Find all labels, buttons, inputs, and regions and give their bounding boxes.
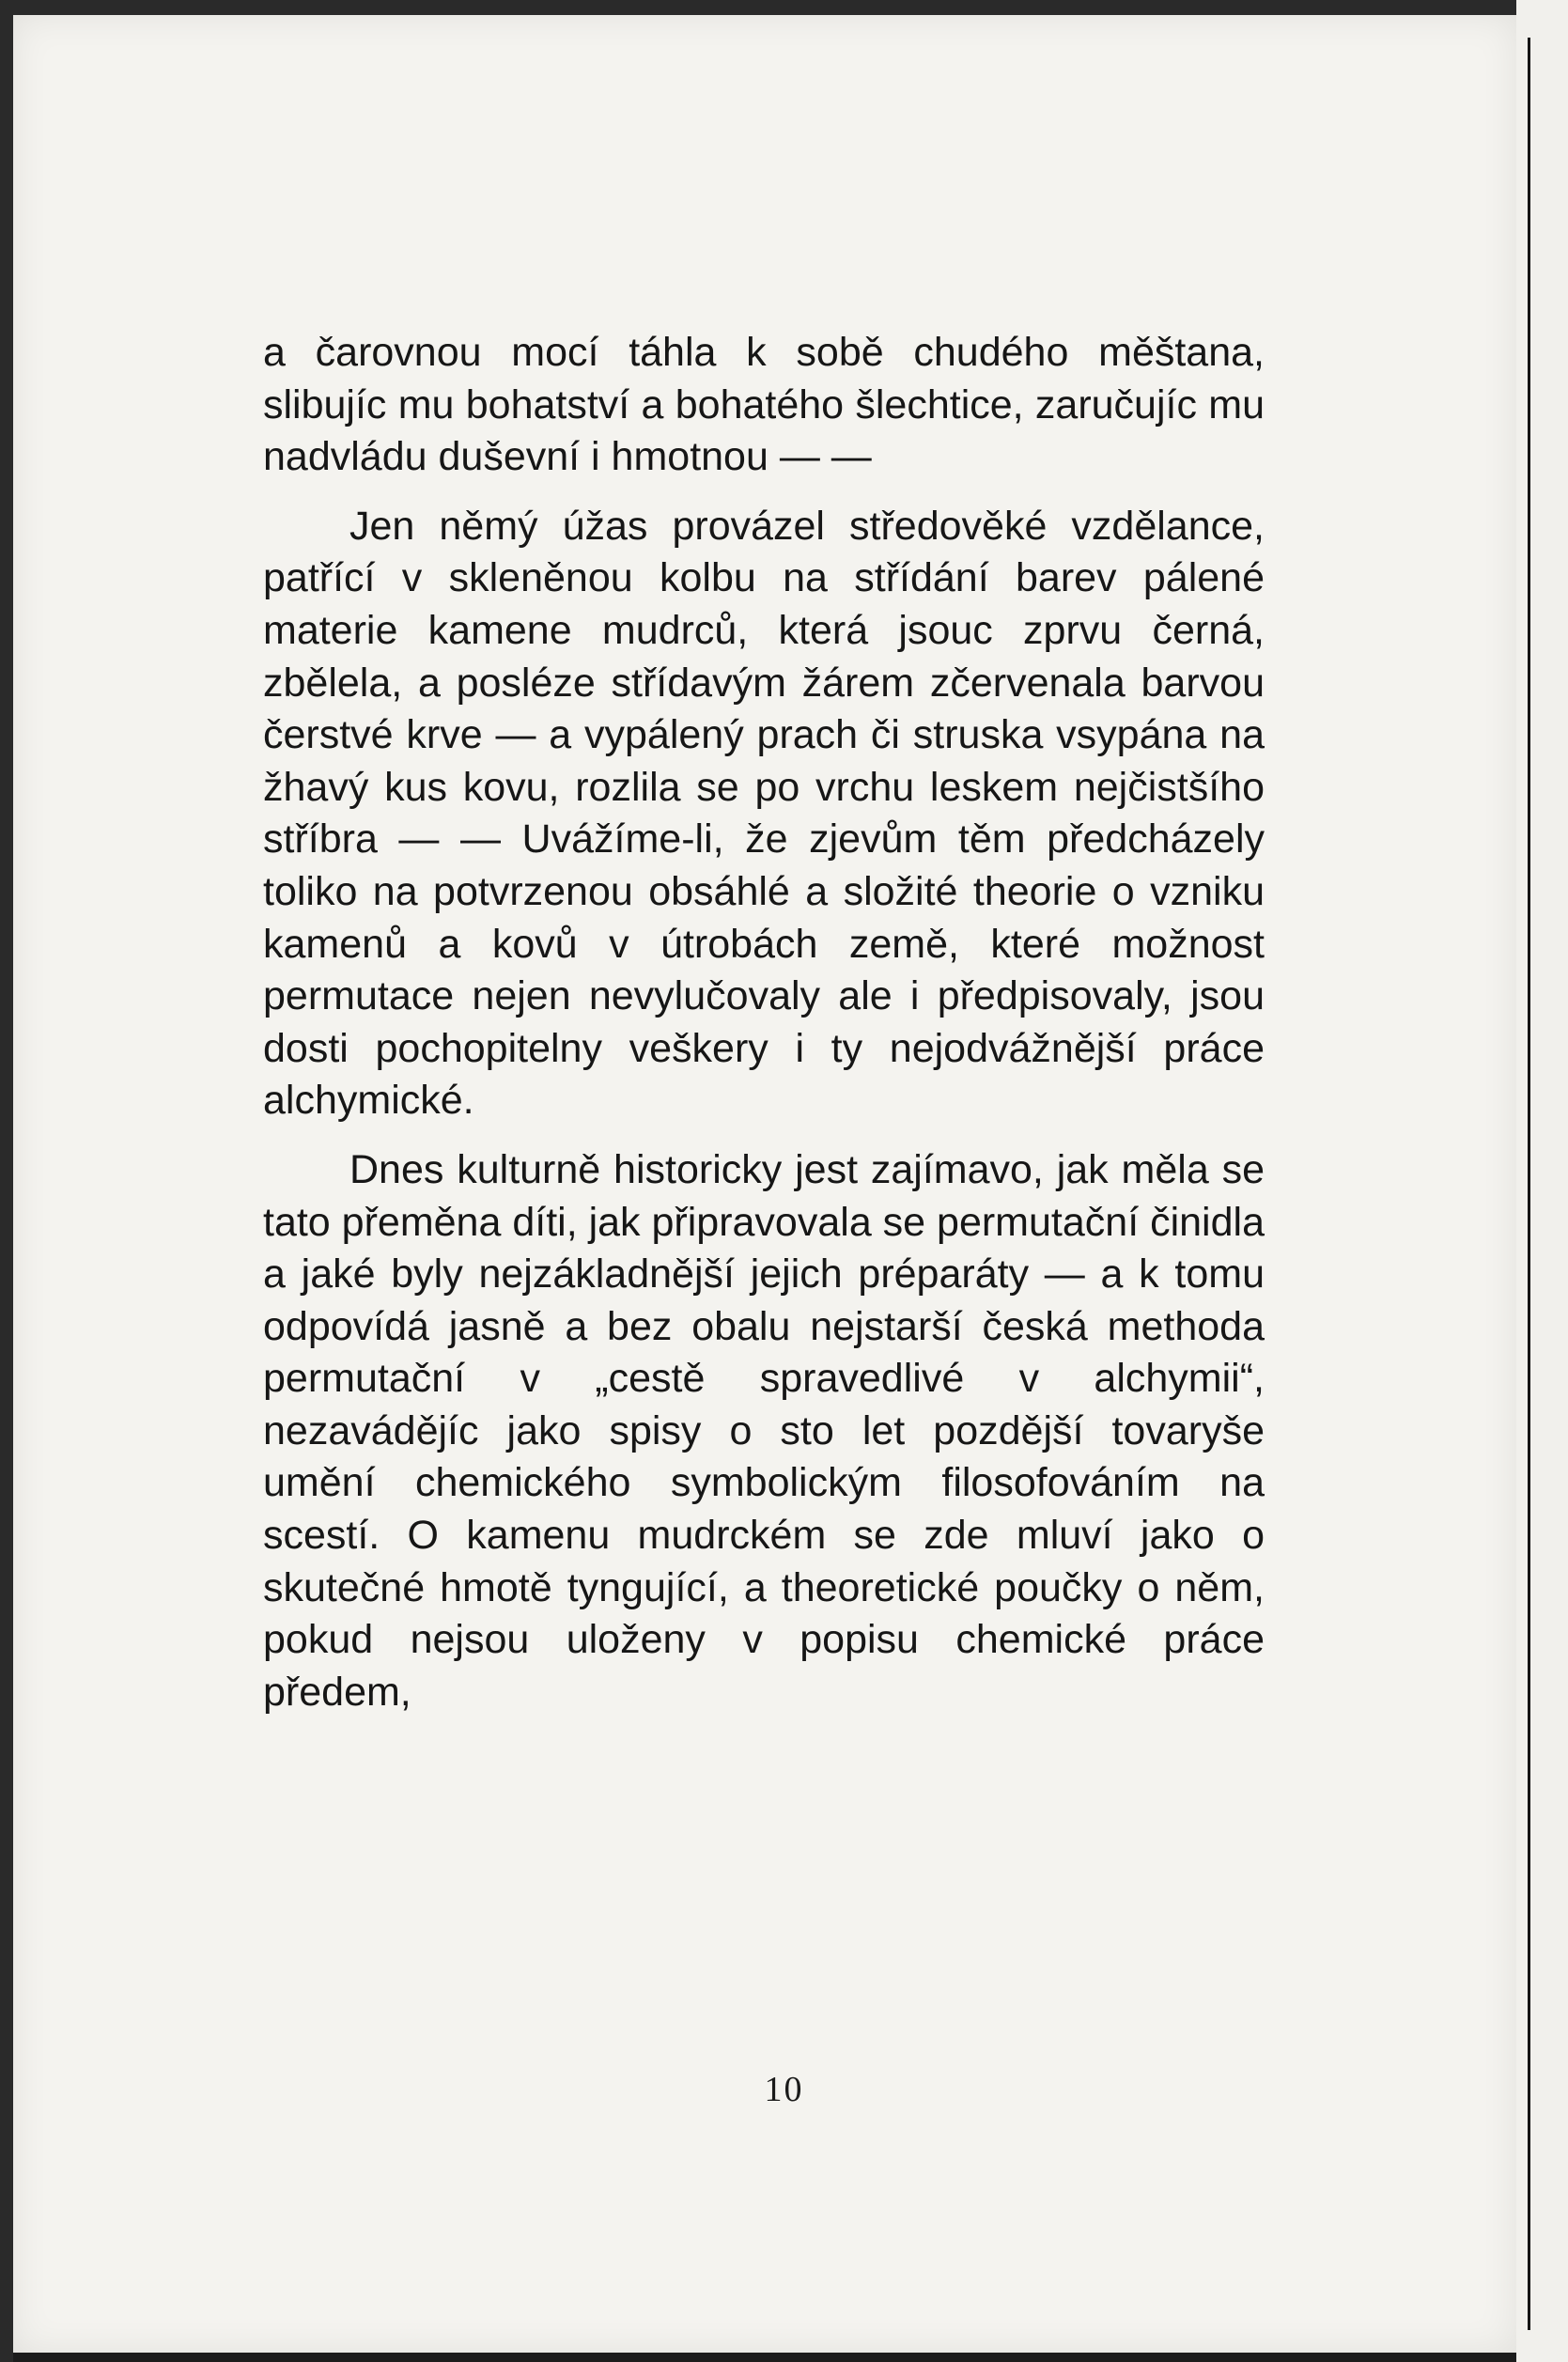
- page-number: 10: [764, 2070, 804, 2109]
- scan-left-border: [0, 0, 13, 2362]
- body-text: [263, 327, 1265, 1718]
- scan-top-border: [0, 0, 1568, 15]
- paragraph-3: Dnes kulturně historicky jest zajímavo, jak měla se tato přeměna díti, jak připravovala se permutační činidla a jaké byly nejzákladnější jejich préparáty — a k tomu odpovídá jasně a bez obalu nejstarší česká methoda permutační v „cestě spravedlivé v alchymii“, nezavádějíc jako spisy o sto let pozdější tovaryše umění chemického symbolickým filosofováním na scestí. O kamenu mudrckém se zde mluví jako o skutečné hmotě tyngující, a theoretické poučky o něm, pokud nejsou uloženy v popisu chemické práce předem,: [263, 1146, 1265, 1715]
- paragraph-gap: [263, 484, 1265, 501]
- page-gutter: [1516, 0, 1568, 2362]
- paragraph-gap: [263, 1127, 1265, 1144]
- paragraph-2: Jen němý úžas provázel středověké vzdělance, patřící v skleněnou kolbu na střídání barev pálené materie kamene mudrců, která jsouc zprvu černá, zbělela, a posléze střídavým žárem zčervenala barvou čerstvé krve — a vypálený prach či struska vsypána na žhavý kus kovu, rozlila se po vrchu leskem nejčistšího stříbra — — Uvážíme-li, že zjevům těm předcházely toliko na potvrzenou obsáhlé a složité theorie o vzniku kamenů a kovů v útrobách země, které možnost permutace nejen nevylučovaly ale i předpisovaly, jsou dosti pochopitelny veškery i ty nejodvážnější práce alchymické.: [263, 503, 1265, 1124]
- paragraph-1: a čarovnou mocí táhla k sobě chudého měštana, slibujíc mu bohatství a bohatého šlechtice, zaručujíc mu nadvládu duševní i hmotnou — —: [263, 330, 1265, 480]
- gutter-rule: [1528, 38, 1530, 2330]
